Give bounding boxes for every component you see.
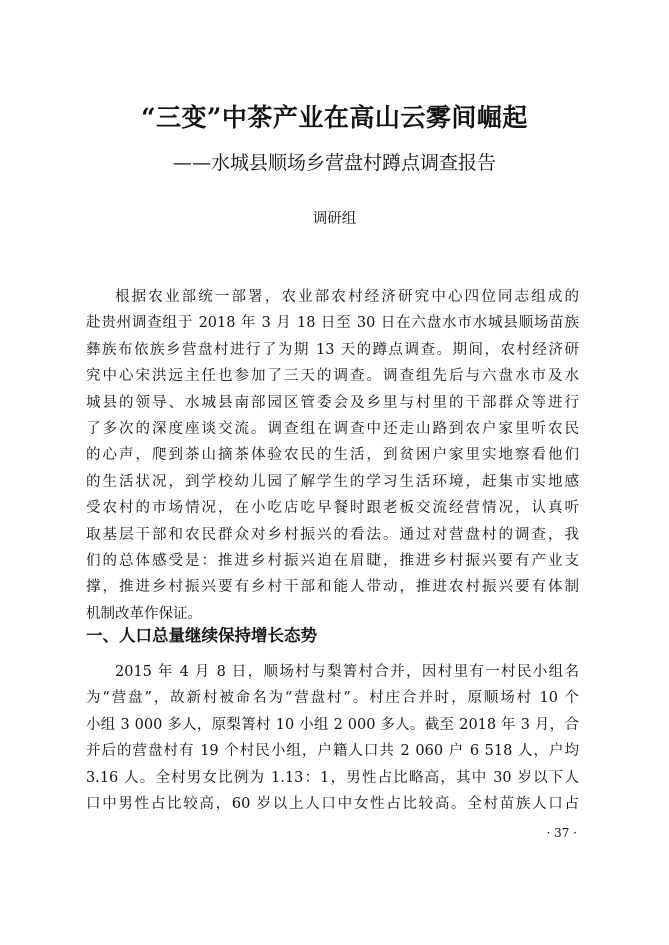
intro-line: 了多次的深度座谈交流。调查组在调查中还走山路到农户家里听农民: [86, 421, 579, 438]
report-author: 调研组: [312, 211, 357, 227]
intro-line: 们的总体感受是：推进乡村振兴迫在眉睫，推进乡村振兴要有产业支: [86, 553, 579, 570]
intro-line: 机制改革作保证。: [86, 605, 202, 622]
intro-line: 受农村的市场情况，在小吃店吃早餐时跟老板交流经营情况，认真听: [86, 500, 579, 517]
intro-line: 的生活状况，到学校幼儿园了解学生的学习生活环境，赶集市实地感: [86, 473, 579, 490]
intro-line: 根据农业部统一部署，农业部农村经济研究中心四位同志组成的: [115, 289, 579, 305]
section-heading: 一、人口总量继续保持增长态势: [86, 626, 317, 645]
intro-line: 究中心宋洪远主任也参加了三天的调查。调查组先后与六盘水市及水: [86, 368, 579, 385]
intro-line: 的心声，爬到茶山摘茶体验农民的生活，到贫困户家里实地察看他们: [86, 447, 579, 464]
intro-line: 赴贵州调查组于 2018 年 3 月 18 日至 30 日在六盘水市水城县顺场苗族: [86, 315, 579, 332]
population-paragraph: [86, 659, 579, 817]
population-line: 小组 3 000 多人，原梨箐村 10 小组 2 000 多人。截至 2018 年 3 月，合: [86, 716, 579, 733]
page-number: · 37 ·: [546, 826, 577, 840]
intro-line: 取基层干部和农民群众对乡村振兴的看法。通过对营盘村的调查，我: [86, 526, 579, 543]
population-line: 为“营盘”，故新村被命名为“营盘村”。村庄合并时，原顺场村 10 个: [86, 690, 579, 707]
population-line: 2015 年 4 月 8 日，顺场村与梨箐村合并，因村里有一村民小组名: [115, 664, 579, 680]
intro-line: 撑，推进乡村振兴要有乡村干部和能人带动，推进农村振兴要有体制: [86, 579, 579, 596]
population-line: 3.16 人。全村男女比例为 1.13：1，男性占比略高，其中 30 岁以下人: [86, 769, 579, 786]
intro-paragraph: [86, 284, 579, 627]
intro-line: 城县的领导、水城县南部园区管委会及乡里与村里的干部群众等进行: [86, 394, 579, 411]
intro-line: 彝族布依族乡营盘村进行了为期 13 天的蹲点调查。期间，农村经济研: [86, 341, 579, 358]
population-line: 并后的营盘村有 19 个村民小组，户籍人口共 2 060 户 6 518 人，户均: [86, 743, 579, 760]
population-line: 口中男性占比较高，60 岁以上人口中女性占比较高。全村苗族人口占: [86, 796, 579, 813]
report-subtitle: ——水城县顺场乡营盘村蹲点调查报告: [172, 152, 496, 174]
report-title: “三变”中茶产业在高山云雾间崛起: [141, 103, 528, 132]
